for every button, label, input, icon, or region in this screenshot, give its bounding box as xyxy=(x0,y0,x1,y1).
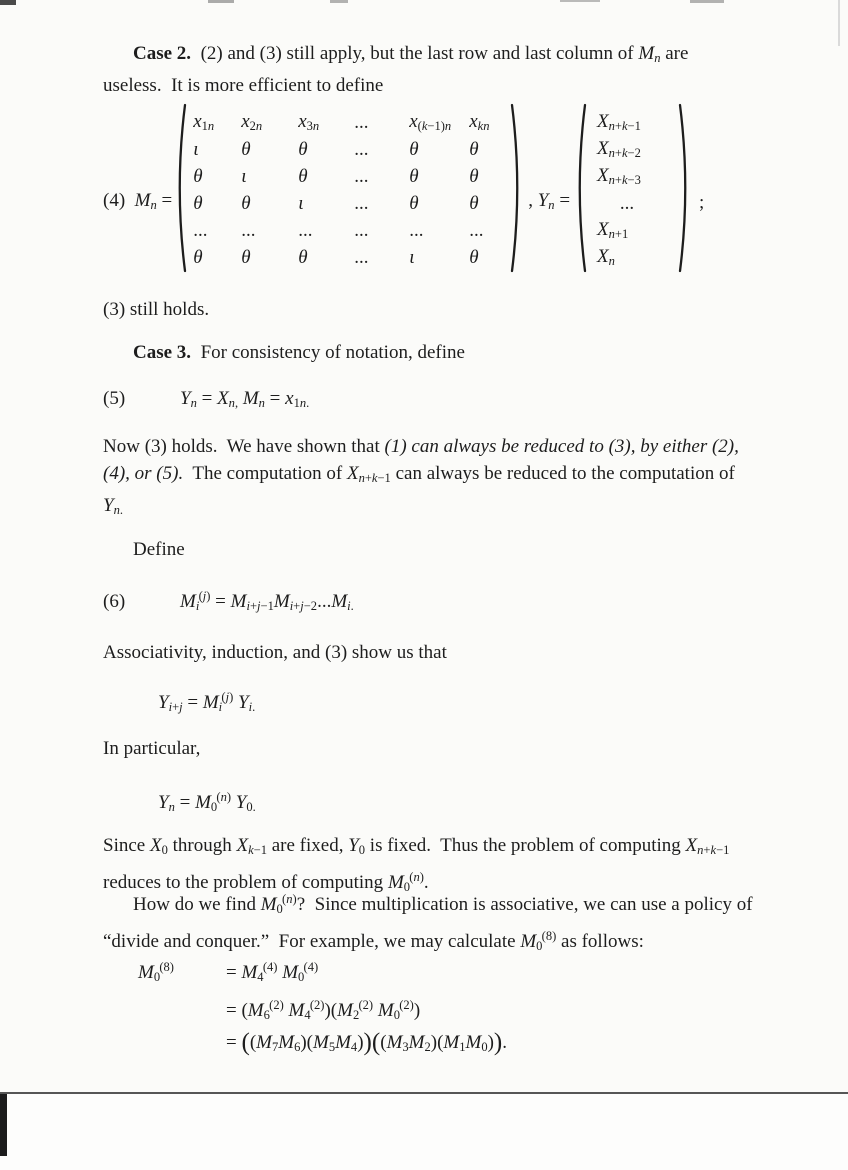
text-line: “divide and conquer.” For example, we may calculate $M_0^{(8)}$ as follows: xyxy=(103,928,644,953)
matrix-cell: θ xyxy=(298,246,308,268)
matrix-cell: θ xyxy=(469,246,479,268)
matrix-cell: θ xyxy=(409,192,419,214)
equation-m08-lhs: $M_0^{(8)}$ xyxy=(138,960,174,984)
matrix-cell: $X_{n+1}$ xyxy=(597,219,629,241)
matrix-cell: ... xyxy=(619,192,635,214)
equation-yn: $Y_n = M_0^{(n)}$ $Y_{0.}$ xyxy=(158,790,256,814)
scanner-background xyxy=(0,1094,848,1170)
scan-artifact xyxy=(330,0,348,3)
paragraph-case3 xyxy=(103,339,803,366)
matrix-cell: θ xyxy=(409,138,419,160)
text-line: Since $X_0$ through $X_{k-1}$ are fixed, $Y_0$ is fixed. Thus the problem of computing $X_{n+k-1}$ xyxy=(103,835,730,857)
matrix-cell: $X_{n+k-2}$ xyxy=(597,138,641,160)
text-line: Case 2. (2) and (3) still apply, but the last row and last column of $M_n$ are xyxy=(133,43,689,65)
equation-yij: $Y_{i+j} = M_i^{(j)}$ $Y_{i.}$ xyxy=(158,690,256,714)
equation-5-number: (5) xyxy=(103,388,126,409)
matrix-cell: ... xyxy=(354,219,369,241)
text-line: Define xyxy=(133,539,185,560)
equation-m08-derivation xyxy=(138,953,507,1061)
vector-Yn-label: , $Y_n$ = xyxy=(528,189,571,212)
scan-artifact xyxy=(690,0,724,3)
matrix-cell: ι xyxy=(193,138,199,160)
matrix-cell: $X_{n+k-1}$ xyxy=(597,111,641,133)
paragraph-in-particular xyxy=(103,735,803,762)
vector-left-paren-icon xyxy=(572,102,588,274)
scan-artifact xyxy=(0,0,16,5)
matrix-Mn xyxy=(188,105,509,271)
matrix-cell: ... xyxy=(298,219,313,241)
paragraph-3-still-holds xyxy=(103,296,803,323)
equation-6 xyxy=(103,583,354,620)
matrix-cell: θ xyxy=(193,246,203,268)
matrix-cell: ... xyxy=(241,219,256,241)
paragraph-associativity xyxy=(103,639,803,666)
text-line: How do we find $M_0^{(n)}$? Since multiplication is associative, we can use a policy of xyxy=(133,892,753,916)
matrix-cell: θ xyxy=(193,165,203,187)
matrix-cell: ... xyxy=(469,219,484,241)
matrix-cell: $X_{n+k-3}$ xyxy=(597,165,641,187)
matrix-cell: ι xyxy=(298,192,304,214)
scan-corner-notch xyxy=(0,1094,7,1156)
text-line: = $M_4^{(4)}$ $M_0^{(4)}$ xyxy=(226,960,319,984)
matrix-cell: θ xyxy=(469,138,479,160)
matrix-cell: ... xyxy=(409,219,424,241)
matrix-cell: θ xyxy=(298,138,308,160)
scan-artifact xyxy=(560,0,600,2)
matrix-cell: $x_{kn}$ xyxy=(469,111,490,133)
matrix-cell: ... xyxy=(354,138,369,160)
matrix-cell: θ xyxy=(241,246,251,268)
matrix-cell: $x_{2n}$ xyxy=(241,111,263,133)
equation-4 xyxy=(103,102,704,274)
vector-right-paren-icon xyxy=(677,102,693,274)
matrix-cell: θ xyxy=(193,192,203,214)
equation-4-semicolon: ; xyxy=(699,192,705,213)
matrix-cell: ... xyxy=(354,192,369,214)
equation-m08-rhs xyxy=(226,953,507,1061)
equation-4-label: (4) $M_n$ = xyxy=(103,189,173,212)
matrix-cell: $x_{(k-1)n}$ xyxy=(409,111,452,133)
matrix-cell: ι xyxy=(241,165,247,187)
paragraph-now-3-holds xyxy=(103,433,803,524)
text-line: In particular, xyxy=(103,738,201,759)
paragraph-case2 xyxy=(103,40,803,99)
text-line: $Y_{n.}$ xyxy=(103,495,123,517)
scan-artifact xyxy=(208,0,234,3)
equation-6-number: (6) xyxy=(103,590,126,612)
matrix-cell: ... xyxy=(354,111,369,133)
text-line: = ($M_6^{(2)}$ $M_4^{(2)})(M_2^{(2)}$ $M_0^{(2)}$) xyxy=(226,997,421,1022)
vector-Yn xyxy=(588,105,677,271)
matrix-left-paren-icon xyxy=(172,102,188,274)
text-line: Now (3) holds. We have shown that (1) can always be reduced to (3), by either (2), xyxy=(103,436,739,457)
matrix-cell: θ xyxy=(409,165,419,187)
matrix-cell: ... xyxy=(354,246,369,268)
matrix-cell: ... xyxy=(354,165,369,187)
matrix-cell: $x_{1n}$ xyxy=(193,111,215,133)
text-line: Associativity, induction, and (3) show us that xyxy=(103,642,447,663)
text-line: useless. It is more efficient to define xyxy=(103,75,384,96)
text-line: (4), or (5). The computation of $X_{n+k-1}$ can always be reduced to the computation of xyxy=(103,463,735,485)
matrix-cell: θ xyxy=(241,138,251,160)
matrix-right-paren-icon xyxy=(509,102,525,274)
matrix-cell: $x_{3n}$ xyxy=(298,111,320,133)
matrix-cell: ... xyxy=(193,219,208,241)
matrix-cell: θ xyxy=(469,192,479,214)
equation-5-body: $Y_n = X_{n,}$ $M_n = x_{1n.}$ xyxy=(180,388,310,410)
paragraph-define xyxy=(103,536,803,563)
text-line: reduces to the problem of computing $M_0^{(n)}$. xyxy=(103,870,429,894)
text-line: = $((M_7M_6)(M_5M_4))((M_3M_2)(M_1M_0))$. xyxy=(226,1028,508,1056)
matrix-cell: θ xyxy=(241,192,251,214)
matrix-cell: ι xyxy=(409,246,415,268)
text-line: (3) still holds. xyxy=(103,299,210,320)
matrix-cell: θ xyxy=(298,165,308,187)
paragraph-how-find xyxy=(103,886,803,960)
scan-edge-line xyxy=(838,0,840,46)
equation-6-body: $M_i^{(j)} = M_{i+j-1}M_{i+j-2}...M_{i.}$ xyxy=(180,589,354,613)
text-line: Case 3. For consistency of notation, define xyxy=(133,342,465,363)
equation-5 xyxy=(103,385,309,417)
matrix-cell: $X_n$ xyxy=(597,246,615,268)
matrix-cell: θ xyxy=(469,165,479,187)
